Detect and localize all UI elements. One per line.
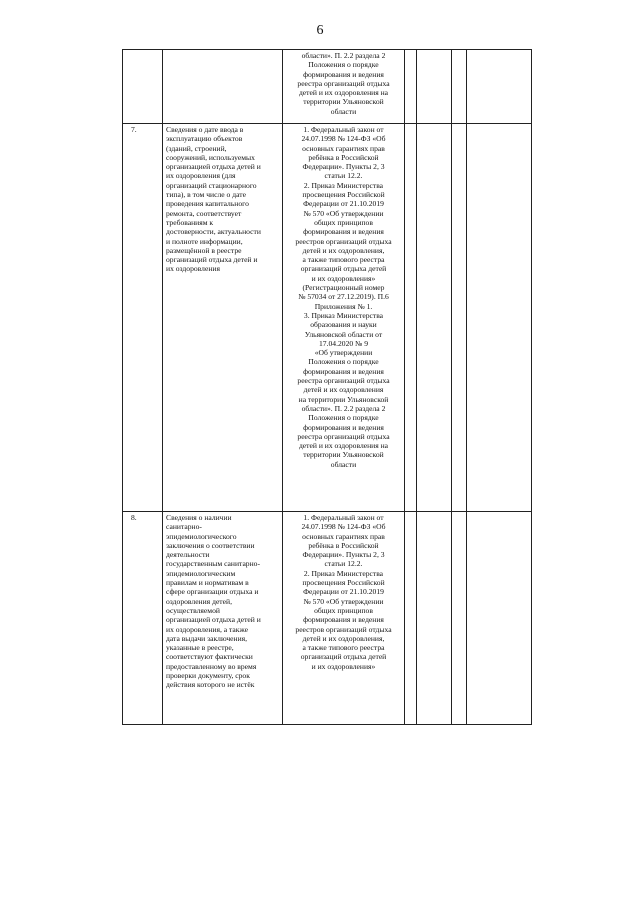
- answer-no-cell: [417, 512, 452, 725]
- basis-text: области». П. 2.2 раздела 2 Положения о порядке формирования и ведения реестра организаций отдыха детей и их оздоровления на территории Ульяновской области: [297, 51, 390, 116]
- row-number: 7.: [123, 124, 163, 512]
- info-text: Сведения о наличии санитарно- эпидемиологического заключения о соответствии деятельности государственным санитарно- эпидемиологическим правилам и нормативам в сфере организации отдыха и оздоровления детей, осуществляемой организацией отдыха детей и их оздоровления, а также дата выдачи заключения, указанные в реестре, соответствуют фактически предоставленному во время проверки документу, срок действия которого не истёк: [166, 513, 261, 690]
- answer-na-cell: [452, 512, 467, 725]
- info-cell: [163, 124, 283, 512]
- table-row: [123, 512, 532, 725]
- answer-no-cell: [417, 124, 452, 512]
- answer-no-cell: [417, 50, 452, 124]
- note-cell: [467, 512, 532, 725]
- checklist-table: [122, 49, 532, 725]
- answer-na-cell: [452, 124, 467, 512]
- info-text: Сведения о дате ввода в эксплуатацию объектов (зданий, строений, сооружений, используемых организацией отдыха детей и их оздоровления (для организаций стационарного типа), в том числе о дате проведения капитального ремонта, соответствует требованиям к достоверности, актуальности и полноте информации, размещённой в реестре организаций отдыха детей и их оздоровления: [166, 125, 261, 274]
- answer-yes-cell: [405, 124, 417, 512]
- basis-cell: [283, 124, 405, 512]
- note-cell: [467, 124, 532, 512]
- answer-yes-cell: [405, 50, 417, 124]
- info-cell: [163, 512, 283, 725]
- note-cell: [467, 50, 532, 124]
- row-number: 8.: [123, 512, 163, 725]
- basis-text: 1. Федеральный закон от 24.07.1998 № 124-ФЗ «Об основных гарантиях прав ребёнка в Российской Федерации». Пункты 2, 3 статьи 12.2. 2. Приказ Министерства просвещения Российской Федерации от 21.10.2019 № 570 «Об утверждении общих принципов формирования и ведения реестров организаций отдыха детей и их оздоровления, а также типового реестра организаций отдыха детей и их оздоровления»: [295, 513, 392, 671]
- row-number: [123, 50, 163, 124]
- page-number: 6: [316, 23, 324, 38]
- answer-na-cell: [452, 50, 467, 124]
- info-cell: [163, 50, 283, 124]
- table-row: [123, 124, 532, 512]
- basis-cell: [283, 512, 405, 725]
- basis-text: 1. Федеральный закон от 24.07.1998 № 124-ФЗ «Об основных гарантиях прав ребёнка в Российской Федерации». Пункты 2, 3 статьи 12.2. 2. Приказ Министерства просвещения Российской Федерации от 21.10.2019 № 570 «Об утверждении общих принципов формирования и ведения реестров организаций отдыха детей и их оздоровления, а также типового реестра организаций отдыха детей и их оздоровления» (Регистрационный номер № 57034 от 27.12.2019). П.6 Приложения № 1. 3. Приказ Министерства образования и науки Ульяновской области от 17.04.2020 № 9 «Об утверждении Положения о порядке формирования и ведения реестра организаций отдыха детей и их оздоровления на территории Ульяновской области». П. 2.2 раздела 2 Положения о порядке формирования и ведения реестра организаций отдыха детей и их оздоровления на территории Ульяновской области: [295, 125, 392, 469]
- table-row: [123, 50, 532, 124]
- answer-yes-cell: [405, 512, 417, 725]
- basis-cell: [283, 50, 405, 124]
